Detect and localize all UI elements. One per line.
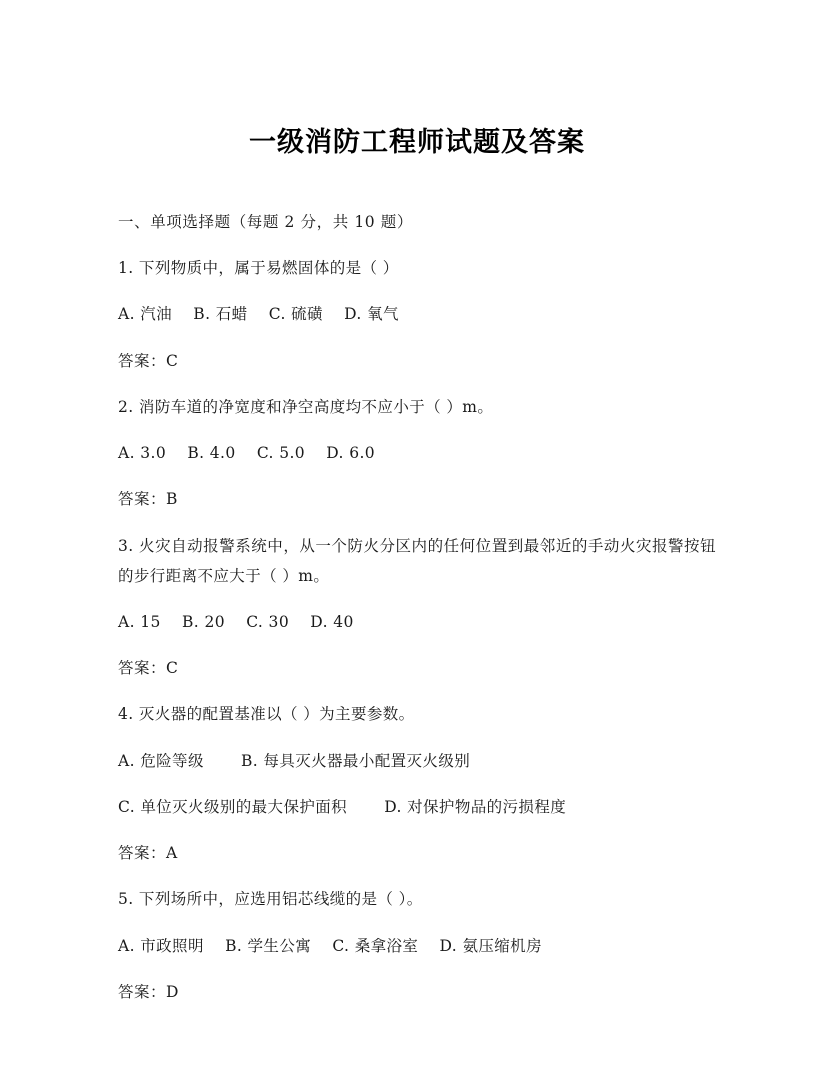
page-title: 一级消防工程师试题及答案: [249, 127, 585, 157]
question-answer: 答案：D: [118, 982, 179, 1001]
question-options: A. 汽油 B. 石蜡 C. 硫磺 D. 氧气: [118, 305, 399, 324]
question-stem: 2. 消防车道的净宽度和净空高度均不应小于（ ）m。: [118, 397, 494, 416]
question-stem: 4. 灭火器的配置基准以（ ）为主要参数。: [118, 705, 415, 724]
question-options: A. 3.0 B. 4.0 C. 5.0 D. 6.0: [118, 444, 376, 463]
question-options: C. 单位灭火级别的最大保护面积 D. 对保护物品的污损程度: [118, 797, 567, 816]
question-stem: 3. 火灾自动报警系统中，从一个防火分区内的任何位置到最邻近的手动火灾报警按钮的步行距离不应大于（ ）m。: [118, 536, 716, 585]
question-stem: 5. 下列场所中，应选用铝芯线缆的是（ ）。: [118, 890, 423, 909]
question-options: A. 市政照明 B. 学生公寓 C. 桑拿浴室 D. 氨压缩机房: [118, 936, 542, 955]
document-body: [118, 207, 716, 1007]
question-options: A. 危险等级 B. 每具灭火器最小配置灭火级别: [118, 751, 471, 770]
question-answer: 答案：B: [118, 490, 178, 509]
question-answer: 答案：C: [118, 351, 179, 370]
question-stem: 1. 下列物质中，属于易燃固体的是（ ）: [118, 259, 399, 278]
question-answer: 答案：A: [118, 844, 178, 863]
section-heading: 一、单项选择题（每题 2 分，共 10 题）: [118, 213, 413, 231]
question-answer: 答案：C: [118, 659, 179, 678]
question-options: A. 15 B. 20 C. 30 D. 40: [118, 612, 354, 631]
